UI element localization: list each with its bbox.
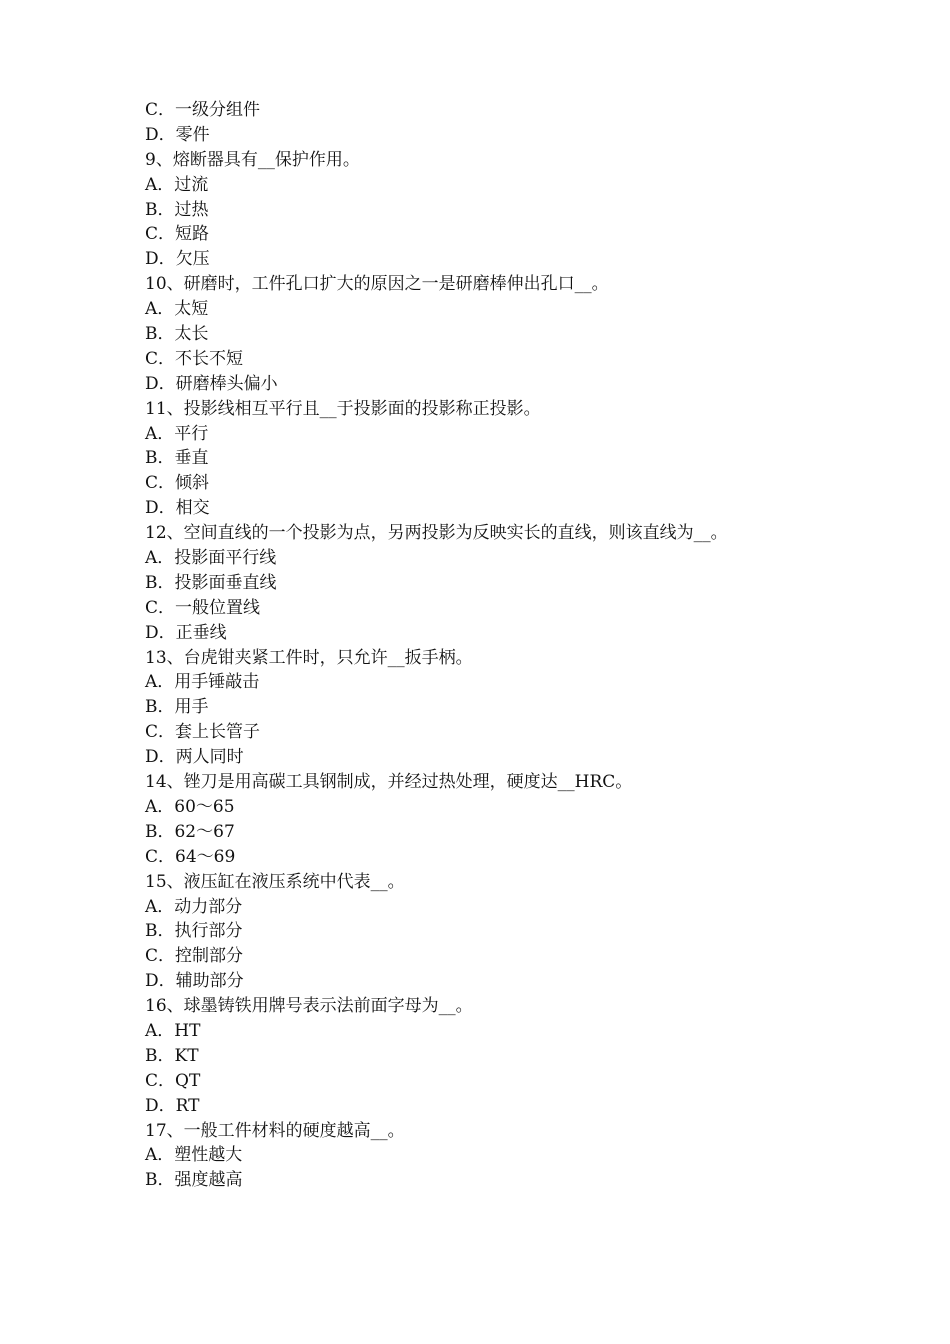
option-line: C．短路 [145, 224, 210, 245]
option-line: C．不长不短 [145, 348, 244, 369]
question-line: 9、熔断器具有__保护作用。 [145, 149, 360, 170]
option-line: A．投影面平行线 [145, 548, 277, 569]
option-line: B．过热 [145, 199, 209, 220]
option-line: A．60～65 [145, 796, 235, 817]
option-line: B．62～67 [145, 821, 235, 842]
option-line: B．强度越高 [145, 1170, 243, 1191]
option-line: A．用手锤敲击 [145, 672, 260, 693]
option-line: C．一级分组件 [145, 100, 261, 120]
option-line: D．正垂线 [145, 622, 227, 643]
option-line: A．塑性越大 [145, 1145, 243, 1166]
option-line: B．太长 [145, 324, 209, 345]
option-line: A．动力部分 [145, 896, 243, 917]
option-line: D．辅助部分 [145, 971, 244, 992]
question-line: 14、锉刀是用高碳工具钢制成，并经过热处理，硬度达__HRC。 [145, 772, 633, 793]
option-line: D．零件 [145, 124, 210, 145]
option-line: C．一般位置线 [145, 597, 261, 618]
question-line: 16、球墨铸铁用牌号表示法前面字母为__。 [145, 996, 473, 1017]
option-line: C．套上长管子 [145, 722, 261, 743]
option-line: C．控制部分 [145, 946, 244, 967]
question-line: 10、研磨时，工件孔口扩大的原因之一是研磨棒伸出孔口__。 [145, 274, 609, 295]
option-line: B．用手 [145, 697, 209, 718]
option-line: B．投影面垂直线 [145, 572, 277, 593]
question-line: 12、空间直线的一个投影为点，另两投影为反映实长的直线，则该直线为__。 [145, 523, 728, 544]
option-line: A．过流 [145, 174, 209, 195]
option-line: C．QT [145, 1070, 201, 1091]
question-line: 17、一般工件材料的硬度越高__。 [145, 1120, 405, 1141]
option-line: D．研磨棒头偏小 [145, 373, 278, 394]
question-line: 11、投影线相互平行且__于投影面的投影称正投影。 [145, 398, 541, 419]
question-line: 15、液压缸在液压系统中代表__。 [145, 871, 405, 892]
option-line: B．垂直 [145, 448, 209, 469]
option-line: C．倾斜 [145, 473, 210, 494]
option-line: D．欠压 [145, 249, 210, 270]
option-line: D．相交 [145, 498, 210, 519]
option-line: D．两人同时 [145, 747, 244, 768]
option-line: A．太短 [145, 299, 209, 320]
option-line: B．执行部分 [145, 921, 243, 942]
question-list [145, 98, 845, 1193]
option-line: C．64～69 [145, 846, 236, 867]
option-line: D．RT [145, 1095, 200, 1116]
option-line: B．KT [145, 1045, 199, 1066]
question-line: 13、台虎钳夹紧工件时，只允许__扳手柄。 [145, 647, 473, 668]
option-line: A．HT [145, 1020, 201, 1041]
option-line: A．平行 [145, 423, 209, 444]
